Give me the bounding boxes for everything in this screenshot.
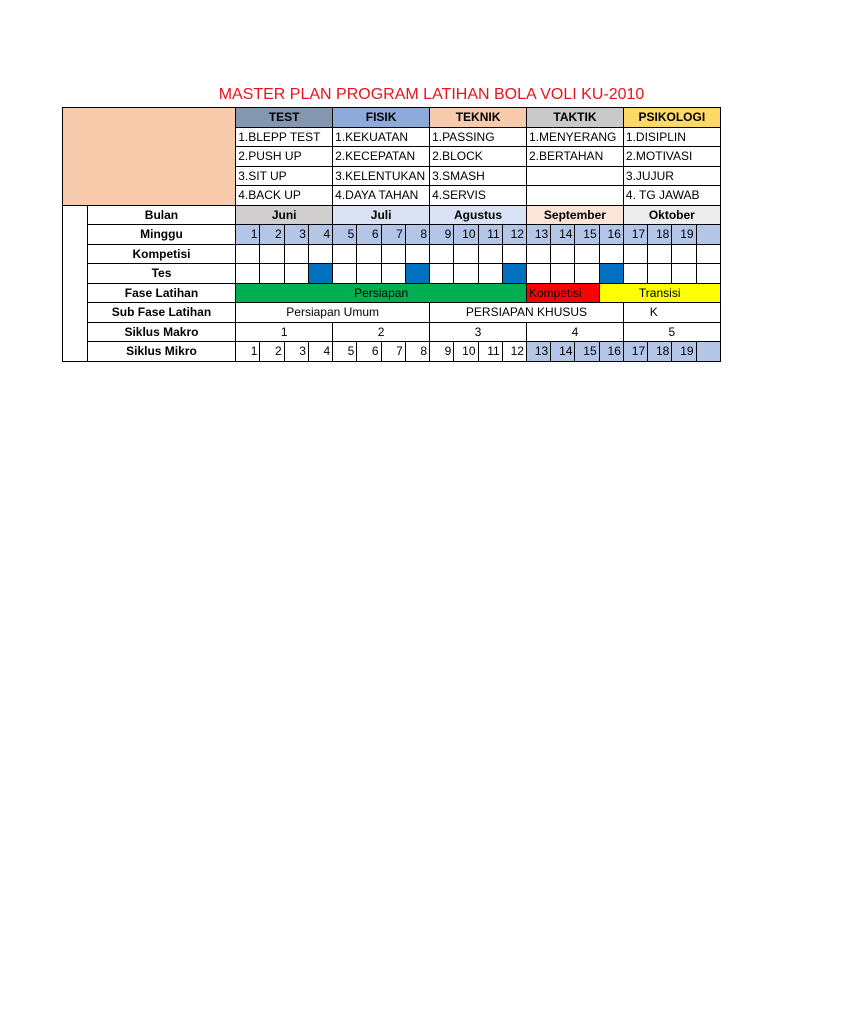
row-label-tes: Tes bbox=[87, 264, 235, 284]
mikro-cell[interactable]: 18 bbox=[648, 342, 672, 362]
row-label-minggu: Minggu bbox=[87, 225, 235, 245]
kompetisi-cell[interactable] bbox=[405, 244, 429, 264]
mikro-row bbox=[63, 342, 818, 362]
month-juni[interactable]: Juni bbox=[236, 205, 333, 225]
row-label-mikro: Siklus Mikro bbox=[87, 342, 235, 362]
week-cell[interactable]: 6 bbox=[357, 225, 381, 245]
mikro-cell[interactable]: 19 bbox=[672, 342, 696, 362]
kompetisi-cell[interactable] bbox=[623, 244, 647, 264]
mikro-cell[interactable]: 13 bbox=[526, 342, 550, 362]
mikro-cell[interactable]: 15 bbox=[575, 342, 599, 362]
category-item[interactable]: 1.MENYERANG bbox=[526, 127, 623, 147]
mikro-cell[interactable]: 11 bbox=[478, 342, 502, 362]
tes-cell[interactable] bbox=[575, 264, 599, 284]
week-cell[interactable] bbox=[696, 225, 720, 245]
makro-cell[interactable]: 4 bbox=[526, 322, 623, 342]
phase-transisi[interactable]: Transisi bbox=[599, 283, 720, 303]
category-item[interactable]: 2.BLOCK bbox=[430, 147, 527, 167]
category-item[interactable]: 2.KECEPATAN bbox=[333, 147, 430, 167]
month-agustus[interactable]: Agustus bbox=[430, 205, 527, 225]
category-item[interactable]: 1.DISIPLIN bbox=[623, 127, 720, 147]
mikro-cell[interactable]: 10 bbox=[454, 342, 478, 362]
kompetisi-cell[interactable] bbox=[357, 244, 381, 264]
row-label-subfase: Sub Fase Latihan bbox=[87, 303, 235, 323]
month-september[interactable]: September bbox=[526, 205, 623, 225]
category-item[interactable]: 2.BERTAHAN bbox=[526, 147, 623, 167]
row-label-bulan: Bulan bbox=[87, 205, 235, 225]
row-label-fase: Fase Latihan bbox=[87, 283, 235, 303]
left-margin-block bbox=[63, 205, 88, 361]
week-cell[interactable]: 10 bbox=[454, 225, 478, 245]
week-cell[interactable]: 1 bbox=[236, 225, 260, 245]
category-fisik-header[interactable]: FISIK bbox=[333, 108, 430, 128]
week-cell[interactable]: 2 bbox=[260, 225, 284, 245]
category-item[interactable] bbox=[526, 166, 623, 186]
category-test-header[interactable]: TEST bbox=[236, 108, 333, 128]
week-cell[interactable]: 3 bbox=[284, 225, 308, 245]
category-item[interactable]: 1.KEKUATAN bbox=[333, 127, 430, 147]
tes-marker[interactable] bbox=[308, 264, 332, 284]
week-cell[interactable]: 9 bbox=[430, 225, 454, 245]
mikro-cell[interactable]: 12 bbox=[502, 342, 526, 362]
kompetisi-cell[interactable] bbox=[648, 244, 672, 264]
tes-cell[interactable] bbox=[236, 264, 260, 284]
tes-marker[interactable] bbox=[405, 264, 429, 284]
makro-cell[interactable]: 1 bbox=[236, 322, 333, 342]
sheet-viewport[interactable] bbox=[62, 107, 706, 361]
tes-cell[interactable] bbox=[696, 264, 720, 284]
kompetisi-cell[interactable] bbox=[672, 244, 696, 264]
mikro-cell[interactable]: 14 bbox=[551, 342, 575, 362]
kompetisi-cell[interactable] bbox=[551, 244, 575, 264]
header-corner-block bbox=[63, 108, 236, 206]
mikro-cell[interactable]: 2 bbox=[260, 342, 284, 362]
week-cell[interactable]: 11 bbox=[478, 225, 502, 245]
category-item[interactable]: 1.BLEPP TEST bbox=[236, 127, 333, 147]
makro-cell[interactable]: 2 bbox=[333, 322, 430, 342]
mikro-cell[interactable]: 4 bbox=[308, 342, 332, 362]
subphase-umum[interactable]: Persiapan Umum bbox=[236, 303, 430, 323]
makro-cell[interactable]: 5 bbox=[623, 322, 720, 342]
tes-cell[interactable] bbox=[430, 264, 454, 284]
week-cell[interactable]: 5 bbox=[333, 225, 357, 245]
tes-cell[interactable] bbox=[478, 264, 502, 284]
month-oktober[interactable]: Oktober bbox=[623, 205, 720, 225]
kompetisi-cell[interactable] bbox=[308, 244, 332, 264]
category-item[interactable]: 3.SMASH bbox=[430, 166, 527, 186]
bulan-row bbox=[63, 205, 818, 225]
kompetisi-cell[interactable] bbox=[599, 244, 623, 264]
kompetisi-cell[interactable] bbox=[284, 244, 308, 264]
kompetisi-cell[interactable] bbox=[236, 244, 260, 264]
kompetisi-cell[interactable] bbox=[260, 244, 284, 264]
kompetisi-cell[interactable] bbox=[333, 244, 357, 264]
kompetisi-cell[interactable] bbox=[696, 244, 720, 264]
category-teknik-header[interactable]: TEKNIK bbox=[430, 108, 527, 128]
mikro-cell[interactable]: 6 bbox=[357, 342, 381, 362]
mikro-cell[interactable]: 17 bbox=[623, 342, 647, 362]
kompetisi-cell[interactable] bbox=[430, 244, 454, 264]
tes-cell[interactable] bbox=[260, 264, 284, 284]
tes-cell[interactable] bbox=[357, 264, 381, 284]
week-cell[interactable]: 8 bbox=[405, 225, 429, 245]
tes-marker[interactable] bbox=[502, 264, 526, 284]
mikro-cell[interactable]: 9 bbox=[430, 342, 454, 362]
category-item[interactable]: 4.DAYA TAHAN bbox=[333, 186, 430, 206]
mikro-cell[interactable]: 5 bbox=[333, 342, 357, 362]
mikro-cell[interactable]: 1 bbox=[236, 342, 260, 362]
makro-cell[interactable]: 3 bbox=[430, 322, 527, 342]
tes-cell[interactable] bbox=[526, 264, 550, 284]
tes-cell[interactable] bbox=[648, 264, 672, 284]
category-item[interactable]: 2.PUSH UP bbox=[236, 147, 333, 167]
phase-kompetisi[interactable]: Kompetisi bbox=[526, 283, 599, 303]
tes-cell[interactable] bbox=[672, 264, 696, 284]
mikro-cell[interactable]: 3 bbox=[284, 342, 308, 362]
kompetisi-cell[interactable] bbox=[478, 244, 502, 264]
subfase-row bbox=[63, 303, 818, 323]
kompetisi-cell[interactable] bbox=[381, 244, 405, 264]
week-cell[interactable]: 7 bbox=[381, 225, 405, 245]
tes-cell[interactable] bbox=[623, 264, 647, 284]
row-label-kompetisi: Kompetisi bbox=[87, 244, 235, 264]
category-item[interactable]: 4.BACK UP bbox=[236, 186, 333, 206]
week-cell[interactable]: 13 bbox=[526, 225, 550, 245]
month-juli[interactable]: Juli bbox=[333, 205, 430, 225]
tes-cell[interactable] bbox=[454, 264, 478, 284]
fase-row bbox=[63, 283, 818, 303]
category-header-row bbox=[63, 108, 818, 128]
category-item[interactable]: 4.SERVIS bbox=[430, 186, 527, 206]
tes-cell[interactable] bbox=[333, 264, 357, 284]
subphase-partial[interactable]: K bbox=[623, 303, 720, 323]
week-cell[interactable]: 4 bbox=[308, 225, 332, 245]
kompetisi-cell[interactable] bbox=[526, 244, 550, 264]
week-cell[interactable]: 14 bbox=[551, 225, 575, 245]
row-label-makro: Siklus Makro bbox=[87, 322, 235, 342]
category-psikologi-header[interactable]: PSIKOLOGI bbox=[623, 108, 720, 128]
tes-cell[interactable] bbox=[284, 264, 308, 284]
mikro-cell[interactable]: 16 bbox=[599, 342, 623, 362]
week-cell[interactable]: 18 bbox=[648, 225, 672, 245]
kompetisi-row bbox=[63, 244, 818, 264]
week-cell[interactable]: 17 bbox=[623, 225, 647, 245]
kompetisi-cell[interactable] bbox=[454, 244, 478, 264]
phase-persiapan[interactable]: Persiapan bbox=[236, 283, 527, 303]
week-cell[interactable]: 16 bbox=[599, 225, 623, 245]
category-item[interactable]: 3.SIT UP bbox=[236, 166, 333, 186]
minggu-row bbox=[63, 225, 818, 245]
category-item[interactable]: 1.PASSING bbox=[430, 127, 527, 147]
kompetisi-cell[interactable] bbox=[575, 244, 599, 264]
tes-cell[interactable] bbox=[381, 264, 405, 284]
week-cell[interactable]: 12 bbox=[502, 225, 526, 245]
category-item[interactable]: 4. TG JAWAB bbox=[623, 186, 720, 206]
page-title: MASTER PLAN PROGRAM LATIHAN BOLA VOLI KU-2010 bbox=[218, 86, 645, 103]
tes-cell[interactable] bbox=[551, 264, 575, 284]
category-taktik-header[interactable]: TAKTIK bbox=[526, 108, 623, 128]
tes-marker[interactable] bbox=[599, 264, 623, 284]
kompetisi-cell[interactable] bbox=[502, 244, 526, 264]
tes-row bbox=[63, 264, 818, 284]
mikro-cell[interactable] bbox=[696, 342, 720, 362]
week-cell[interactable]: 19 bbox=[672, 225, 696, 245]
category-item[interactable]: 3.KELENTUKAN bbox=[333, 166, 430, 186]
week-cell[interactable]: 15 bbox=[575, 225, 599, 245]
master-plan-table bbox=[62, 107, 818, 362]
subphase-khusus[interactable]: PERSIAPAN KHUSUS bbox=[430, 303, 624, 323]
makro-row bbox=[63, 322, 818, 342]
category-item[interactable]: 2.MOTIVASI bbox=[623, 147, 720, 167]
category-item[interactable] bbox=[526, 186, 623, 206]
mikro-cell[interactable]: 8 bbox=[405, 342, 429, 362]
category-item[interactable]: 3.JUJUR bbox=[623, 166, 720, 186]
mikro-cell[interactable]: 7 bbox=[381, 342, 405, 362]
